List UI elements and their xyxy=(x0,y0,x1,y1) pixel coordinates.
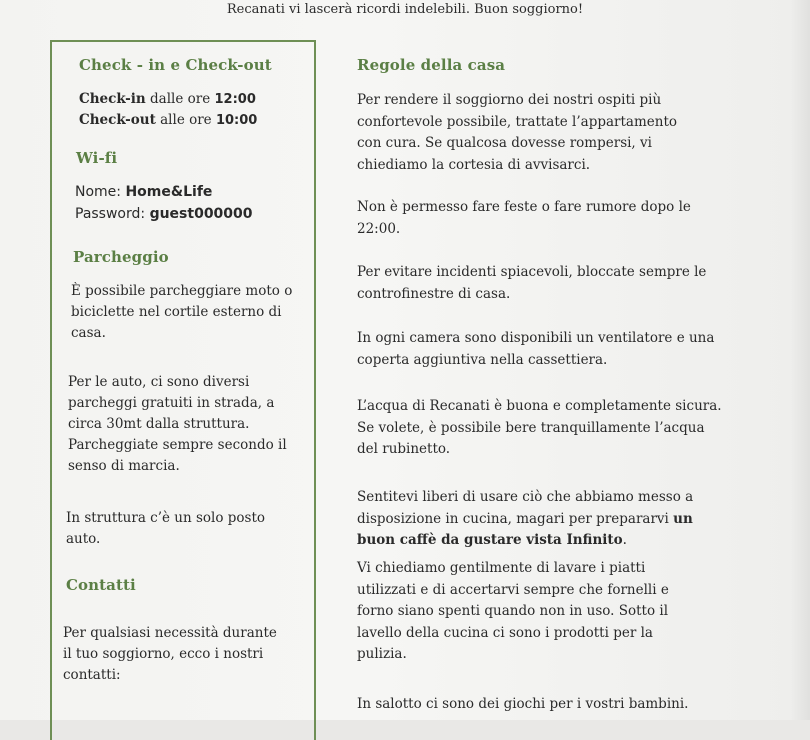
wifi-password-value: guest000000 xyxy=(149,206,253,222)
wifi-name-line xyxy=(75,182,310,203)
rule-5: L’acqua di Recanati è buona e completamente sicura. Se volete, è possibile bere tranquillamente l’acqua del rubinetto. xyxy=(357,398,722,457)
contacts-paragraph: Per qualsiasi necessità durante il tuo soggiorno, ecco i nostri contatti: xyxy=(63,625,277,683)
checkin-text: dalle ore xyxy=(145,91,215,107)
checkin-line xyxy=(79,89,309,110)
rule-6 xyxy=(357,487,727,552)
wifi-title: Wi-fi xyxy=(76,149,118,167)
wifi-password-line xyxy=(75,204,310,225)
rule-3: Per evitare incidenti spiacevoli, bloccate sempre le controfinestre di casa. xyxy=(357,264,707,302)
wifi-password-label: Password: xyxy=(75,206,150,222)
checkout-label: Check-out xyxy=(79,112,156,128)
page-edge-shadow xyxy=(790,0,810,720)
rule-6-highlight: un buon caffè da gustare vista Infinito xyxy=(357,510,693,548)
checkout-time: 10:00 xyxy=(215,113,258,128)
wifi-name-value: Home&Life xyxy=(125,184,213,200)
rule-2: Non è permesso fare feste o fare rumore dopo le 22:00. xyxy=(357,199,691,237)
rule-1: Per rendere il soggiorno dei nostri ospiti più confortevole possibile, trattate l’appartamento con cura. Se qualcosa dovesse rompersi, vi chiediamo la cortesia di avvisarci. xyxy=(357,92,678,173)
intro-line: Recanati vi lascerà ricordi indelebili. Buon soggiorno! xyxy=(226,2,584,17)
checkin-label: Check-in xyxy=(79,91,146,107)
parking-paragraph-3: In struttura c’è un solo posto auto. xyxy=(66,510,266,547)
checkin-time: 12:00 xyxy=(214,92,256,107)
parking-paragraph-1: È possibile parcheggiare moto o biciclette nel cortile esterno di casa. xyxy=(71,283,293,341)
checkout-line xyxy=(79,110,309,131)
rule-8: In salotto ci sono dei giochi per i vostri bambini. xyxy=(357,696,689,712)
parking-paragraph-2: Per le auto, ci sono diversi parcheggi gratuiti in strada, a circa 30mt dalla struttura. Parcheggiate sempre secondo il senso di marcia. xyxy=(68,374,287,474)
rule-6-text: Sentitevi liberi di usare ciò che abbiamo messo a disposizione in cucina, magari per prepararvi xyxy=(357,489,694,527)
checkout-text: alle ore xyxy=(155,112,216,128)
checkin-title: Check - in e Check-out xyxy=(79,56,272,74)
wifi-name-label: Nome: xyxy=(75,184,126,200)
rule-4: In ogni camera sono disponibili un ventilatore e una coperta aggiuntiva nella cassettiera. xyxy=(357,330,715,368)
rule-7: Vi chiediamo gentilmente di lavare i piatti utilizzati e di accertarvi sempre che fornelli e forno siano spenti quando non in uso. Sotto il lavello della cucina ci sono i prodotti per la pulizia. xyxy=(357,560,669,662)
rule-6-period: . xyxy=(622,532,627,548)
contacts-title: Contatti xyxy=(66,576,136,594)
parking-title: Parcheggio xyxy=(73,248,169,266)
rules-title: Regole della casa xyxy=(357,56,506,74)
